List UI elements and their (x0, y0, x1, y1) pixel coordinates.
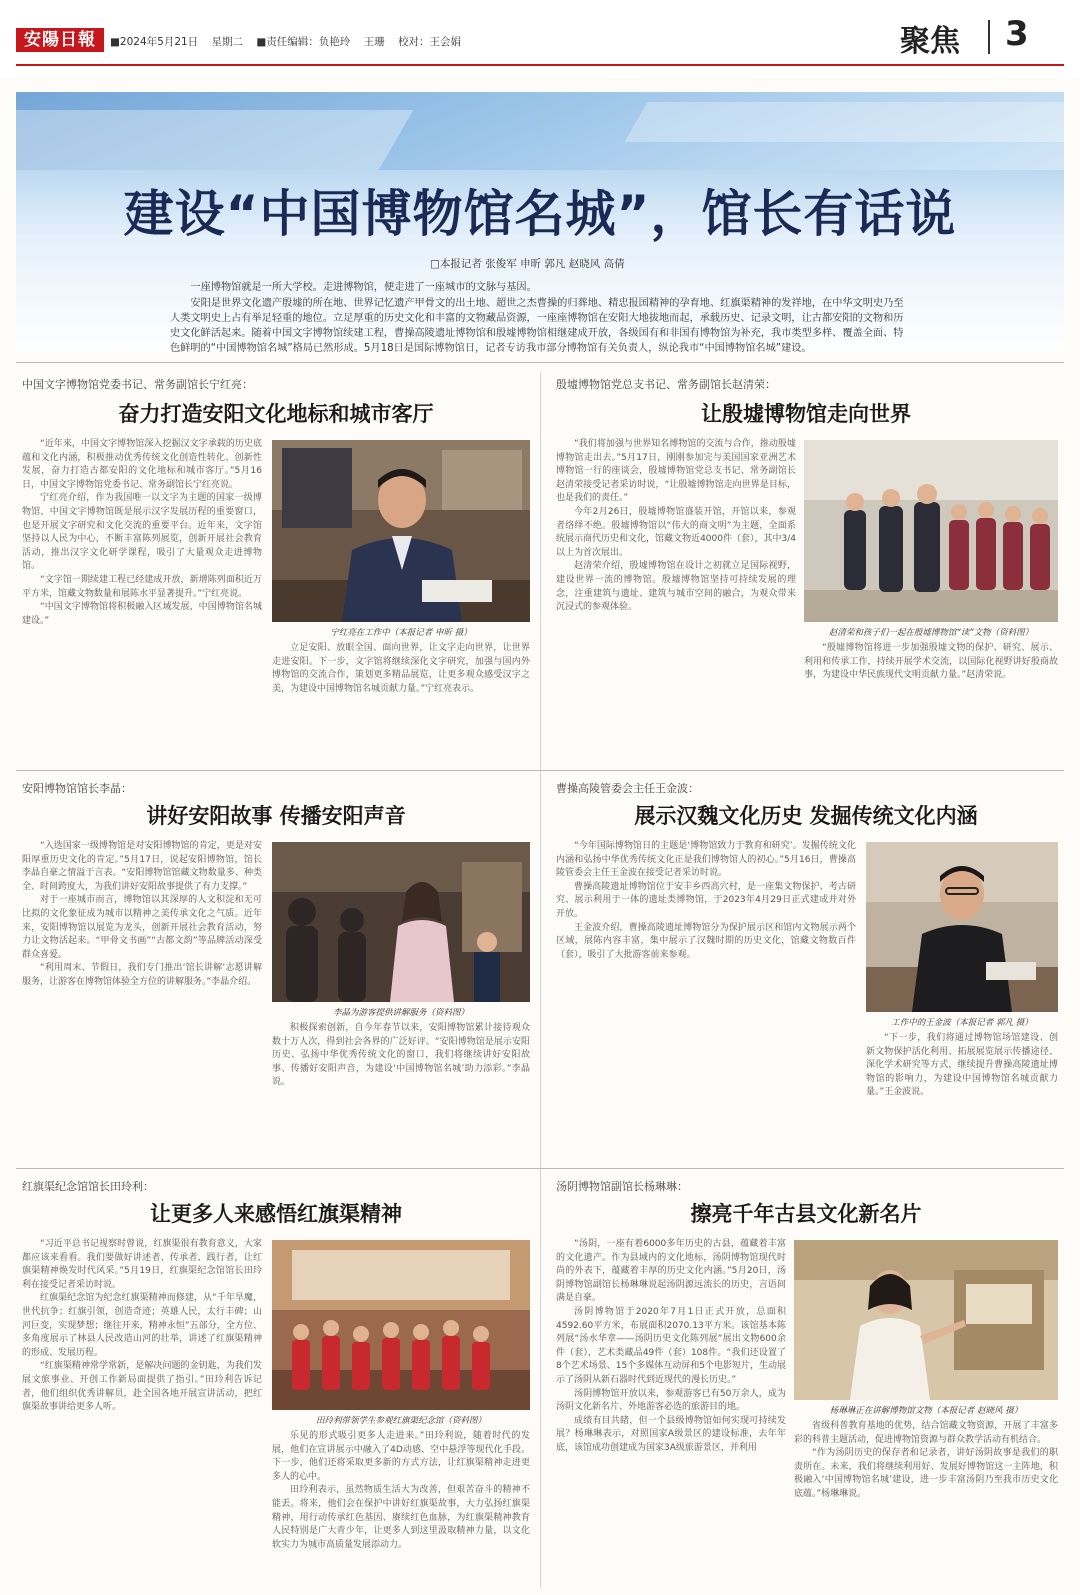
paragraph: “殷墟博物馆将进一步加强殷墟文物的保护、研究、展示、利用和传承工作，持续开展学术交流，以国际化视野讲好殷商故事，为建设中华民族现代文明贡献力量。”赵清荣说。 (804, 643, 1058, 681)
photo-zhao-qingrong (804, 440, 1058, 622)
photo-caption: 赵清荣和孩子们一起在殷墟博物馆“读”文物（资料图） (828, 628, 1034, 638)
photo-li-jing (272, 842, 530, 1002)
photo-caption: 杨琳琳正在讲解博物馆文物（本报记者 赵晓风 摄） (829, 1406, 1023, 1416)
article-body (22, 1238, 262, 1584)
paragraph: 红旗渠纪念馆为纪念红旗渠精神而修建，从“千年旱魔，世代抗争；红旗引领，创造奇迹；英雄人民，太行丰碑；山河巨变，实现梦想；继往开来，精神永恒”五部分，全方位、多角度展示了林县人民改造山河的壮举，讲述了红旗渠精神的形成、发展历程。 (22, 1293, 262, 1358)
editor-label: ■责任编辑：负艳玲 (256, 36, 351, 48)
photo-caption: 宁红亮在工作中（本报记者 申昕 摄） (330, 628, 472, 638)
paragraph: 曹操高陵遗址博物馆位于安丰乡西高穴村，是一座集文物保护、考古研究、展示利用于一体的遗址类博物馆，于2023年4月29日正式建成并对外开放。 (556, 881, 856, 919)
photo-wang-jinbo (866, 842, 1058, 1012)
article-body (556, 1238, 786, 1584)
paragraph: 汤阴博物馆于2020年7月1日正式开放，总面积4592.60平方米，布展面积2070.13平方米。该馆基本陈列展“汤水华章——汤阴历史文化陈列展”展出文物600余件（套），艺术类藏品49件（套）108件。“我们还设置了8个艺术场景、15个多媒体互动屏和5个电影短片，生动展示了汤阴从新石器时代到近现代的漫长历史。” (556, 1306, 786, 1385)
section-divider (16, 1168, 1064, 1169)
paragraph: 汤阴博物馆开放以来，参观游客已有50万余人，成为汤阴文化新名片、外地游客必选的旅游目的地。 (556, 1388, 786, 1413)
lead-paragraph: 安阳是世界文化遗产殷墟的所在地、世界记忆遗产甲骨文的出土地、超世之杰曹操的归葬地、精忠报国精神的孕育地、红旗渠精神的发祥地，在中华文明史乃至人类文明史上占有举足轻重的地位。立足厚重的历史文化和丰富的文物藏品资源，一座座博物馆在安阳大地拔地而起，承载历史、记录文明，让古都安阳的文物和历史文化鲜活起来。随着中国文字博物馆续建工程，曹操高陵遗址博物馆和殷墟博物馆相继建成开放，各级国有和非国有博物馆为补充，我市类型多样、覆盖全面、特色鲜明的“中国博物馆名城”格局已然形成。5月18日是国际博物馆日，记者专访我市部分博物馆有关负责人，纵论我市“中国博物馆名城”建设。 (170, 298, 904, 354)
section-name: 聚焦 (900, 24, 960, 59)
photo-caption: 李晶为游客提供讲解服务（资料图） (332, 1008, 469, 1018)
section-title: 奋力打造安阳文化地标和城市客厅 (118, 401, 434, 426)
hero-decor-stripe (624, 102, 1064, 142)
page-headline: 建设“中国博物馆名城”，馆长有话说 (123, 185, 957, 243)
section-title: 讲好安阳故事 传播安阳声音 (146, 803, 406, 828)
hero-decor-stripe (16, 110, 413, 170)
lead-paragraph: 一座博物馆就是一所大学校。走进博物馆，便走进了一座城市的文脉与基因。 (190, 282, 537, 293)
photo-ning-honglian (272, 440, 530, 622)
section-title: 让更多人来感悟红旗渠精神 (150, 1201, 402, 1226)
paragraph: “文字馆一期续建工程已经建成开放，新增陈列面积近万平方米，馆藏文物数量和展陈水平显著提升。”宁红亮说。 (22, 574, 262, 599)
paragraph: 田玲利表示，虽然物质生活大为改善，但艰苦奋斗的精神不能丢。将来，他们会在保护中讲好红旗渠故事，大力弘扬红旗渠精神，用行动传承红色基因、赓续红色血脉，为红旗渠精神教育人民特别是广大青少年，让更多人到这里汲取精神力量，以文化软实力为城市高质量发展添动力。 (272, 1485, 530, 1550)
section-kicker: 红旗渠纪念馆馆长田玲利： (22, 1180, 154, 1193)
masthead-rule (16, 64, 1064, 66)
section-divider (16, 770, 1064, 771)
section-kicker: 中国文字博物馆党委书记、常务副馆长宁红亮： (22, 378, 253, 391)
paragraph: “我们将加强与世界知名博物馆的交流与合作，推动殷墟博物馆走出去。”5月17日，刚刚参加完与美国国家亚洲艺术博物馆一行的座谈会，殷墟博物馆党总支书记、常务副馆长赵清荣接受记者采访时说，“让殷墟博物馆走向世界是目标，也是我们的责任。” (556, 439, 796, 504)
paragraph: 宁红亮介绍，作为我国唯一以文字为主题的国家一级博物馆，中国文字博物馆既是展示汉字发展历程的重要窗口，也是开展文字研究和文化交流的重要平台。近年来，文字馆坚持以人民为中心，不断丰富陈列展览，创新开展社会教育活动，推出汉字文化研学课程，吸引了大量观众走进博物馆。 (22, 493, 262, 572)
photo-tian-lingli (272, 1240, 530, 1410)
paragraph: “作为汤阴历史的保存者和记录者，讲好汤阴故事是我们的职责所在。未来，我们将继续利用好、发展好博物馆这一主阵地，积极融入‘中国博物馆名城’建设，进一步丰富汤阴乃至我市历史文化底蕴。”杨琳琳说。 (794, 1448, 1058, 1499)
photo-caption: 工作中的王金波（本报记者 郭凡 摄） (891, 1018, 1033, 1028)
exhibition-hall-photo-illustration (272, 1240, 530, 1410)
photo-yang-linlin (794, 1240, 1058, 1400)
paragraph: “利用周末、节假日，我们专门推出‘馆长讲解’志愿讲解服务，让游客在博物馆体验全方位的讲解服务。”李晶介绍。 (22, 963, 262, 987)
paragraph: 积极探索创新，自今年春节以来，安阳博物馆累计接待观众数十万人次，得到社会各界的广泛好评。“安阳博物馆是展示安阳历史、弘扬中华优秀传统文化的窗口，我们将继续讲好安阳故事、传播好安阳声音，为建设‘中国博物馆名城’助力添彩。”李晶说。 (272, 1023, 530, 1088)
paragraph: “红旗渠精神常学常新，是解决问题的金钥匙，为我们发展文旅事业、开创工作新局面提供了指引。”田玲利告诉记者，他们组织优秀讲解员，赴全国各地开展宣讲活动，把红旗渠故事讲给更多人听。 (22, 1361, 262, 1413)
section-kicker: 安阳博物馆馆长李晶： (22, 782, 132, 795)
paragraph: “中国文字博物馆将积极融入区域发展，中国博物馆名城建设。” (22, 602, 262, 626)
paragraph: 成绩有目共睹，但一个县级博物馆如何实现可持续发展？杨琳琳表示，对照国家A级景区的建设标准，去年年底，该馆成功创建成为国家3A级旅游景区，并利用 (556, 1415, 786, 1453)
section-divider (16, 362, 1064, 363)
paragraph: “汤阴，一座有着6000多年历史的古县，蕴藏着丰富的文化遗产。作为县域内的文化地标，汤阴博物馆现代时尚的外表下，蕴藏着丰厚的历史文化内涵。”5月20日，汤阴博物馆副馆长杨琳琳说起汤阴源远流长的历史，言语间满是自豪。 (556, 1239, 786, 1304)
paragraph: 赵清荣介绍，殷墟博物馆在设计之初就立足国际视野，建设世界一流的博物馆。殷墟博物馆坚持可持续发展的理念，注重建筑与遗址、建筑与城市空间的融合，为观众带来沉浸式的参观体验。 (556, 561, 796, 613)
paragraph: 对于一座城市而言，博物馆以其深厚的人文积淀和无可比拟的文化象征成为城市以精神之美传承文化之气质。近年来，安阳博物馆以展览为龙头，创新开展社会教育活动，努力让文物活起来。“甲骨文书画”“古都文韵”等品牌活动深受群众喜爱。 (22, 895, 262, 960)
section-title: 让殷墟博物馆走向世界 (701, 401, 911, 426)
issue-weekday: 星期二 (211, 36, 244, 48)
museum-group-photo-illustration (804, 440, 1058, 622)
article-body-continued (794, 1420, 1058, 1584)
article-body-continued (866, 1032, 1058, 1156)
article-body-continued (272, 1022, 530, 1158)
museum-guide-photo-illustration (794, 1240, 1058, 1400)
section-title: 展示汉魏文化历史 发掘传统文化内涵 (634, 803, 978, 828)
column-divider (540, 372, 541, 1588)
proofreader-label: 校对：王会娟 (397, 36, 461, 48)
section-kicker: 殷墟博物馆党总支书记、常务副馆长赵清荣： (556, 378, 776, 391)
paragraph: 王金波介绍，曹操高陵遗址博物馆分为保护展示区和馆内文物展示两个区域，展陈内容丰富，集中展示了汉魏时期的历史文化，馆藏文物数百件（套），吸引了大批游客前来参观。 (556, 922, 856, 960)
paragraph: 今年2月26日，殷墟博物馆盛装开馆，开馆以来，参观者络绎不绝。殷墟博物馆以“伟大的商文明”为主题，全面系统展示商代历史和文化，馆藏文物近4000件（套），其中3/4以上为首次展出。 (556, 506, 796, 558)
article-body-continued (272, 1430, 530, 1584)
article-body-continued (804, 642, 1058, 762)
paragraph: “今年国际博物馆日的主题是‘博物馆致力于教育和研究’。发掘传统文化内涵和弘扬中华优秀传统文化正是我们博物馆人的初心。”5月16日，曹操高陵管委会主任王金波在接受记者采访时说。 (556, 841, 856, 879)
section-kicker: 曹操高陵管委会主任王金波： (556, 782, 699, 795)
masthead-divider (988, 20, 990, 54)
office-photo-illustration (272, 440, 530, 622)
article-body (556, 438, 796, 760)
editor2-label: 王珊 (363, 36, 385, 48)
museum-tour-photo-illustration (272, 842, 530, 1002)
paragraph: “近年来，中国文字博物馆深入挖掘汉文字承载的历史底蕴和文化内涵，积极推动优秀传统文化创造性转化、创新性发展，奋力打造古都安阳的文化地标和城市客厅。”5月16日，中国文字博物馆党委书记、常务副馆长宁红亮说。 (22, 439, 262, 490)
paragraph: 省级科普教育基地的优势，结合馆藏文物资源，开展了丰富多彩的科普主题活动，促进博物馆资源与群众教学活动有机结合。 (794, 1421, 1058, 1445)
issue-date: ■2024年5月21日 (110, 36, 199, 48)
paragraph: “下一步，我们将通过博物馆场馆建设、创新文物保护活化利用、拓展展览展示传播途径、深化学术研究等方式，继续提升曹操高陵遗址博物馆的影响力，为建设中国博物馆名城贡献力量。”王金波说。 (866, 1033, 1058, 1098)
paragraph: “入选国家一级博物馆是对安阳博物馆的肯定，更是对安阳厚重历史文化的肯定。”5月17日，说起安阳博物馆，馆长李晶自豪之情溢于言表。“安阳博物馆馆藏文物数量多、种类全、时间跨度大，为我们讲好安阳故事提供了有力支撑。” (22, 841, 262, 892)
paragraph: 立足安阳、放眼全国、面向世界，让文字走向世界，让世界走进安阳。下一步，文字馆将继续深化文字研究，加强与国内外博物馆的交流合作，策划更多精品展览，让更多观众感受汉字之美，为建设中国博物馆名城贡献力量。”宁红亮表示。 (272, 643, 530, 694)
lead-paragraphs (170, 280, 910, 357)
page-number: 3 (1005, 14, 1029, 54)
photo-caption: 田玲利带领学生参观红旗渠纪念馆（资料图） (315, 1416, 486, 1426)
issue-meta (110, 34, 471, 49)
article-body-continued (272, 642, 530, 762)
newspaper-logo: 安陽日報 (16, 28, 104, 52)
section-kicker: 汤阴博物馆副馆长杨琳琳： (556, 1180, 688, 1193)
article-body (22, 840, 262, 1156)
portrait-photo-illustration (866, 842, 1058, 1012)
article-body (22, 438, 262, 758)
section-title: 擦亮千年古县文化新名片 (690, 1201, 922, 1226)
paragraph: 乐见的形式吸引更多人走进来。”田玲利说，随着时代的发展，他们在宣讲展示中融入了4D动感、空中悬浮等现代化手段。下一步，他们还将采取更多新的方式方法，让红旗渠精神走进更多人的心中。 (272, 1431, 530, 1482)
byline: □本报记者 张俊军 申昕 郭凡 赵晓风 高倩 (430, 258, 625, 270)
paragraph: “习近平总书记视察时曾说，红旗渠很有教育意义，大家都应该来看看。我们要做好讲述者、传承者、践行者，让红旗渠精神焕发时代风采。”5月19日，红旗渠纪念馆馆长田玲利在接受记者采访时说。 (22, 1239, 262, 1290)
article-body (556, 840, 856, 1156)
